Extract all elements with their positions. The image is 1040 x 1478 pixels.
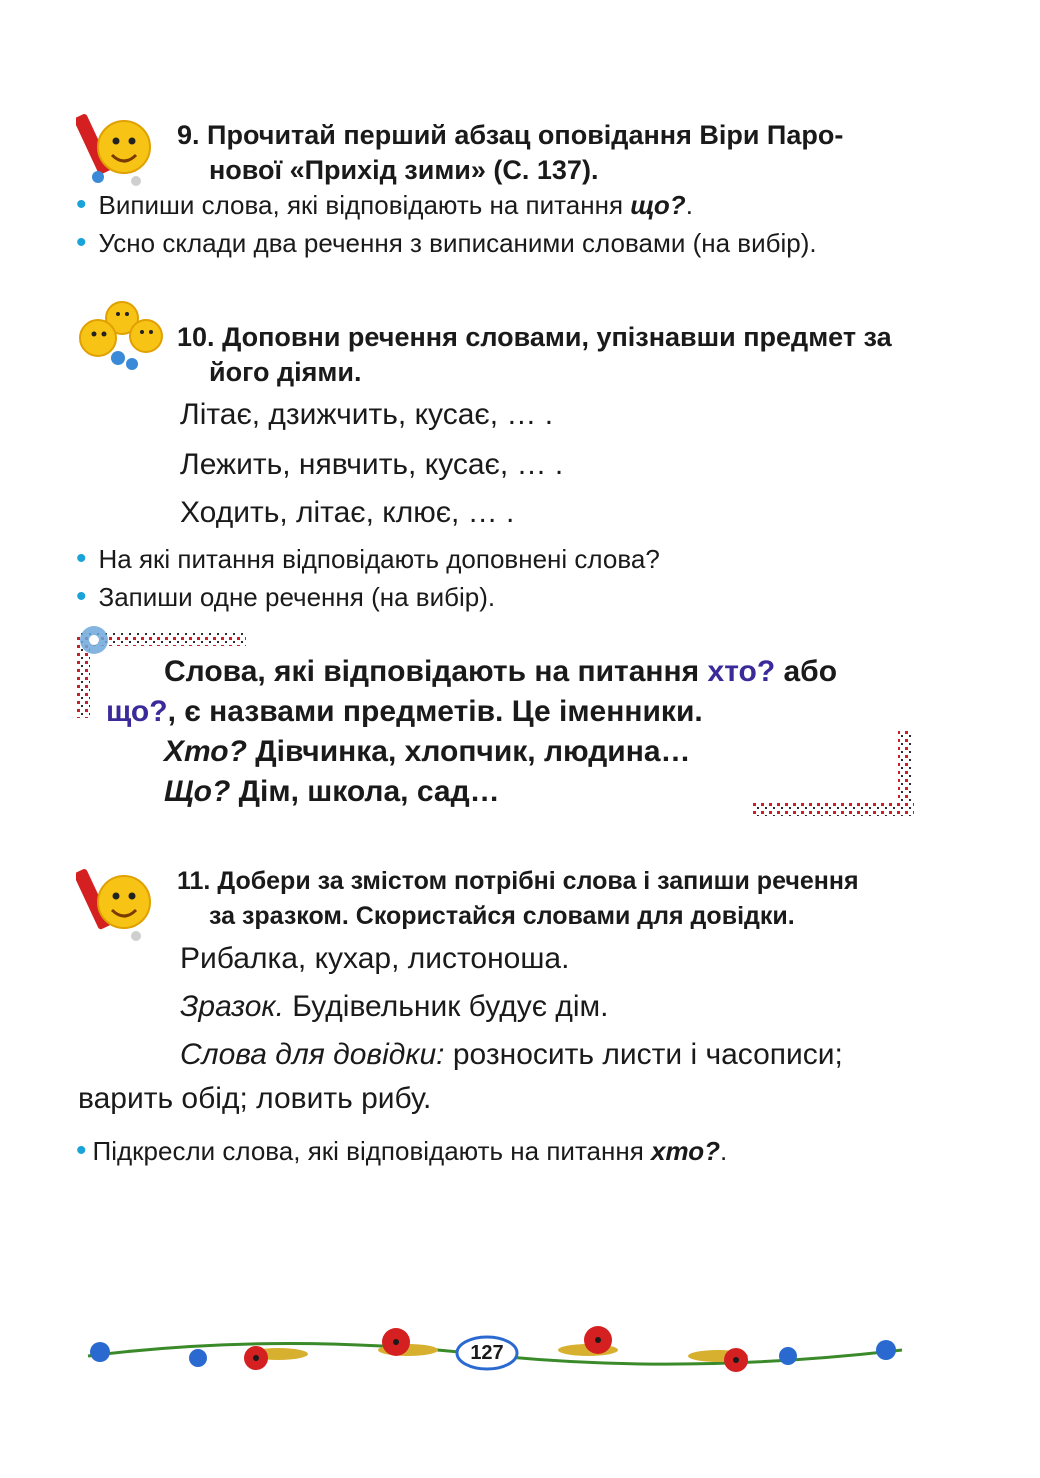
embroidery-corner-bottom-right (752, 730, 914, 820)
task9-bullet-1: • Випиши слова, які відповідають на питання що?. (76, 188, 693, 221)
task9-title: 9. Прочитай перший абзац оповідання Віри Паро- нової «Прихід зими» (С. 137). (177, 120, 844, 185)
task9-bullet-2: • Усно склади два речення з виписаними словами (на вибір). (76, 226, 817, 259)
rule-line-2: що?, є назвами предметів. Це іменники. (106, 695, 703, 728)
task10-bullet-2: • Запиши одне речення (на вибір). (76, 580, 496, 613)
task10-line-3: Ходить, літає, клює, … . (180, 496, 515, 529)
bullet-icon: • (76, 226, 87, 259)
task10-title: 10. Доповни речення словами, упізнавши предмет за його діями. (177, 322, 892, 387)
bullet-icon: • (76, 580, 87, 613)
rule-line-1: Слова, які відповідають на питання хто? або (164, 655, 838, 688)
task11-words: Рибалка, кухар, листоноша. (180, 942, 570, 975)
task11-sample: Зразок. Будівельник будує дім. (180, 990, 609, 1023)
rule-example-who: Хто? Дівчинка, хлопчик, людина… (164, 735, 691, 768)
task10-bullet-1: • На які питання відповідають доповнені слова? (76, 542, 660, 575)
task11-title: 11. Добери за змістом потрібні слова і запиши речення за зразком. Скористайся словами для довідки. (177, 867, 859, 930)
rule-example-what: Що? Дім, школа, сад… (164, 775, 500, 808)
page-number: 127 (470, 1342, 504, 1364)
task11-help: Слова для довідки: розносить листи і часописи; (180, 1038, 843, 1071)
task10-line-1: Літає, дзижчить, кусає, … . (180, 398, 554, 431)
bullet-icon: • (76, 188, 87, 221)
smiley-pencil-icon (76, 105, 156, 190)
group-smileys-icon (74, 298, 170, 374)
question-what: що? (106, 695, 168, 728)
task10-line-2: Лежить, нявчить, кусає, … . (180, 448, 564, 481)
task11-bullet: • Підкресли слова, які відповідають на питання хто?. (76, 1134, 728, 1167)
bullet-icon: • (76, 1134, 87, 1167)
bullet-icon: • (76, 542, 87, 575)
task11-help-continued: варить обід; ловить рибу. (78, 1082, 432, 1115)
smiley-pencil-icon (76, 860, 156, 945)
question-who: хто? (707, 655, 776, 688)
